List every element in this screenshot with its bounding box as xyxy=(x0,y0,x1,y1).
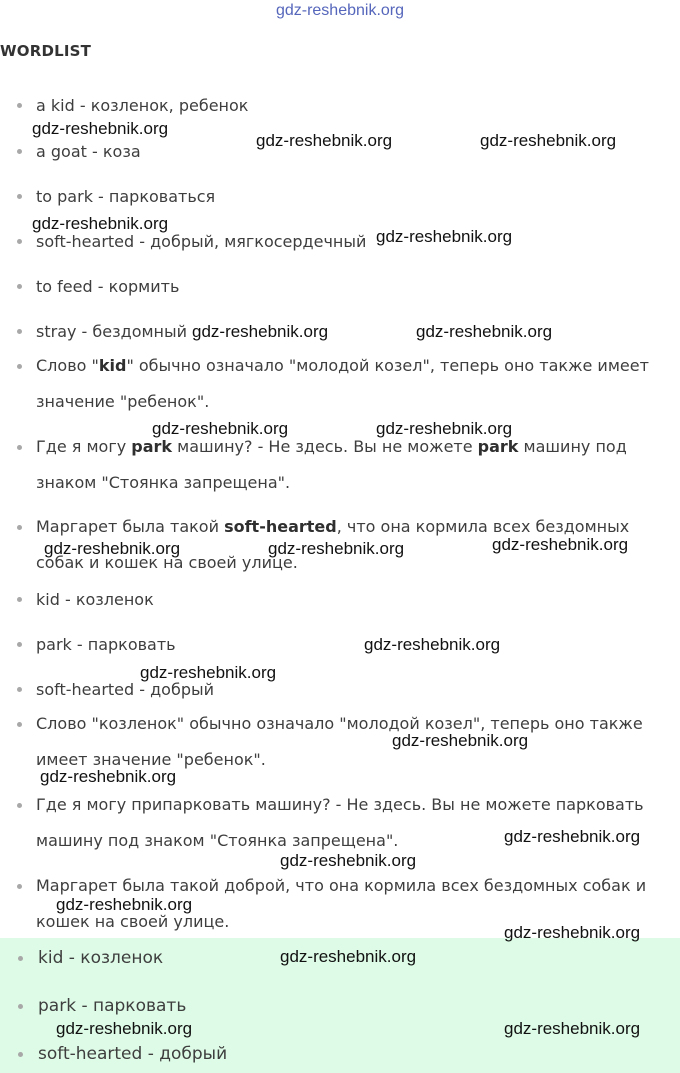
watermark-text: gdz-reshebnik.org xyxy=(280,851,417,870)
watermark-text: gdz-reshebnik.org xyxy=(504,923,641,942)
watermark-text: gdz-reshebnik.org xyxy=(32,214,169,233)
watermark-text: gdz-reshebnik.org xyxy=(44,539,181,558)
watermark-text: gdz-reshebnik.org xyxy=(256,131,393,150)
watermark-text: gdz-reshebnik.org xyxy=(140,663,277,682)
watermark-text: gdz-reshebnik.org xyxy=(152,419,289,438)
list-item: a kid - козленок, ребенок xyxy=(36,87,674,124)
example-item: Где я могу park машину? - Не здесь. Вы не можете park машину под знаком "Стоянка запрещена". xyxy=(36,429,674,501)
watermark-text: gdz-reshebnik.org xyxy=(32,119,169,138)
example-item: Маргарет была такой доброй, что она кормила всех бездомных собак и кошек на своей улице. xyxy=(36,868,674,940)
answer-item: soft-hearted - добрый xyxy=(38,1036,674,1073)
example-item: Слово "kid" обычно означало "молодой козел", теперь оно также имеет значение "ребенок". xyxy=(36,348,674,420)
watermark-text: gdz-reshebnik.org xyxy=(504,1019,641,1038)
watermark-text: gdz-reshebnik.org xyxy=(56,1019,193,1038)
list-item: kid - козленок xyxy=(36,581,674,618)
watermark-top: gdz-reshebnik.org xyxy=(275,2,405,19)
watermark-text: gdz-reshebnik.org xyxy=(56,895,193,914)
list-item: a goat - коза xyxy=(36,133,674,170)
watermark-text: gdz-reshebnik.org xyxy=(392,731,529,750)
watermark-text: gdz-reshebnik.org xyxy=(492,535,629,554)
watermark-text: gdz-reshebnik.org xyxy=(480,131,617,150)
bold-word: park xyxy=(477,437,519,456)
watermark-text: gdz-reshebnik.org xyxy=(416,322,553,341)
answer-item: kid - козленок xyxy=(38,940,674,977)
watermark-text: gdz-reshebnik.org xyxy=(268,539,405,558)
watermark-text: gdz-reshebnik.org xyxy=(280,947,417,966)
list-item: stray - бездомный xyxy=(36,313,674,350)
bold-word: soft-hearted xyxy=(224,517,337,536)
watermark-text: gdz-reshebnik.org xyxy=(376,227,513,246)
example-item: Где я могу припарковать машину? - Не здесь. Вы не можете парковать машину под знаком "Стоянка запрещена". xyxy=(36,787,674,859)
list-item: to feed - кормить xyxy=(36,268,674,305)
list-item: soft-hearted - добрый xyxy=(36,671,674,708)
watermark-text: gdz-reshebnik.org xyxy=(364,635,501,654)
bold-word: park xyxy=(131,437,173,456)
wordlist-heading: WORDLIST xyxy=(0,42,92,60)
example-item: Слово "козленок" обычно означало "молодой козел", теперь оно также имеет значение "ребенок". xyxy=(36,706,674,778)
list-item: park - парковать xyxy=(36,626,674,663)
example-item: Маргарет была такой soft-hearted, что она кормила всех бездомных собак и кошек на своей улице. xyxy=(36,509,674,581)
list-item: soft-hearted - добрый, мягкосердечный xyxy=(36,223,674,260)
watermark-text: gdz-reshebnik.org xyxy=(40,767,177,786)
watermark-text: gdz-reshebnik.org xyxy=(192,322,329,341)
answer-item: park - парковать xyxy=(38,988,674,1025)
list-item: to park - парковаться xyxy=(36,178,674,215)
watermark-text: gdz-reshebnik.org xyxy=(504,827,641,846)
watermark-text: gdz-reshebnik.org xyxy=(376,419,513,438)
bold-word: kid xyxy=(98,356,127,375)
